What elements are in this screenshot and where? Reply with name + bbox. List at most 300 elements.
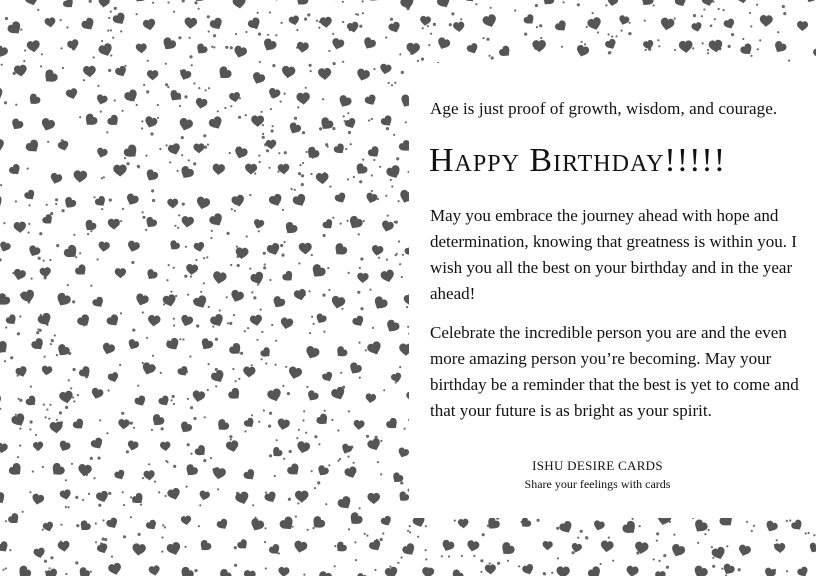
heart-icon xyxy=(304,345,321,361)
dot-icon xyxy=(365,349,367,351)
dot-icon xyxy=(404,428,406,430)
heart-icon xyxy=(449,568,465,576)
dot-icon xyxy=(177,170,179,172)
dot-icon xyxy=(707,49,709,51)
dot-icon xyxy=(97,85,99,87)
heart-icon xyxy=(77,519,92,534)
dot-icon xyxy=(329,186,331,188)
heart-icon xyxy=(366,340,384,357)
heart-icon xyxy=(0,393,4,409)
dot-icon xyxy=(322,294,325,297)
dot-icon xyxy=(757,48,759,50)
heart-icon xyxy=(556,566,570,576)
heart-icon xyxy=(253,219,265,230)
heart-icon xyxy=(277,163,290,174)
dot-icon xyxy=(2,569,4,571)
dot-icon xyxy=(272,125,274,127)
heart-icon xyxy=(15,365,29,379)
heart-icon xyxy=(371,244,384,256)
dot-icon xyxy=(164,526,166,528)
dot-icon xyxy=(373,68,375,70)
heart-icon xyxy=(0,540,11,555)
dot-icon xyxy=(203,257,205,259)
heart-icon xyxy=(183,463,199,479)
dot-icon xyxy=(107,30,109,32)
dot-icon xyxy=(257,12,259,14)
dot-icon xyxy=(674,18,676,20)
heart-icon xyxy=(143,115,158,129)
dot-icon xyxy=(406,306,408,308)
heart-icon xyxy=(145,519,159,533)
card-title: Happy Birthday!!!!! xyxy=(429,142,727,179)
heart-icon xyxy=(319,16,332,28)
dot-icon xyxy=(303,410,305,412)
heart-icon xyxy=(197,539,212,554)
dot-icon xyxy=(251,414,253,416)
dot-icon xyxy=(249,268,251,270)
dot-icon xyxy=(268,167,270,169)
dot-icon xyxy=(556,527,559,530)
dot-icon xyxy=(125,65,127,67)
heart-icon xyxy=(113,469,126,482)
heart-icon xyxy=(227,386,243,402)
dot-icon xyxy=(32,470,34,472)
heart-icon xyxy=(42,521,55,533)
heart-icon xyxy=(147,315,161,328)
heart-icon xyxy=(330,37,345,51)
dot-icon xyxy=(60,47,62,49)
dot-icon xyxy=(123,504,125,506)
heart-icon xyxy=(406,42,420,55)
dot-icon xyxy=(258,155,260,157)
dot-icon xyxy=(425,558,427,560)
heart-icon xyxy=(278,515,296,533)
heart-icon xyxy=(357,273,369,284)
dot-icon xyxy=(257,283,259,285)
dot-icon xyxy=(219,309,221,311)
dot-icon xyxy=(238,378,240,380)
heart-icon xyxy=(336,495,354,512)
dot-icon xyxy=(369,289,371,291)
dot-icon xyxy=(60,19,62,21)
heart-icon xyxy=(95,147,108,159)
dot-icon xyxy=(159,148,161,150)
dot-icon xyxy=(314,435,317,438)
dot-icon xyxy=(788,60,790,62)
dot-icon xyxy=(143,84,145,86)
dot-icon xyxy=(37,9,39,11)
dot-icon xyxy=(371,190,373,192)
heart-icon xyxy=(214,418,230,434)
dot-icon xyxy=(163,303,165,305)
dot-icon xyxy=(597,31,599,33)
dot-icon xyxy=(23,60,25,62)
dot-icon xyxy=(430,33,432,35)
heart-icon xyxy=(24,138,42,155)
dot-icon xyxy=(347,112,349,114)
dot-icon xyxy=(280,101,282,103)
dot-icon xyxy=(340,223,342,225)
dot-icon xyxy=(488,55,490,57)
dot-icon xyxy=(189,55,192,58)
dot-icon xyxy=(68,379,70,381)
dot-icon xyxy=(359,507,361,509)
dot-icon xyxy=(199,504,201,506)
dot-icon xyxy=(659,560,661,562)
heart-icon xyxy=(24,394,38,408)
heart-icon xyxy=(178,165,195,182)
dot-icon xyxy=(231,208,233,210)
dot-icon xyxy=(302,162,304,164)
dot-icon xyxy=(160,372,162,374)
dot-icon xyxy=(316,20,318,22)
dot-icon xyxy=(383,389,385,391)
heart-icon xyxy=(216,65,234,82)
heart-icon xyxy=(199,337,215,352)
heart-icon xyxy=(0,292,12,309)
dot-icon xyxy=(334,565,336,567)
dot-icon xyxy=(230,46,233,49)
dot-icon xyxy=(170,291,172,293)
heart-icon xyxy=(212,163,225,175)
dot-icon xyxy=(368,119,370,121)
heart-icon xyxy=(107,371,120,384)
dot-icon xyxy=(226,296,228,298)
dot-icon xyxy=(332,217,334,219)
heart-icon xyxy=(558,520,574,536)
heart-icon xyxy=(57,440,71,454)
brand-name: ISHU DESIRE CARDS xyxy=(532,458,663,473)
dot-icon xyxy=(275,364,277,366)
dot-icon xyxy=(186,486,188,488)
heart-icon xyxy=(371,295,389,312)
dot-icon xyxy=(19,315,21,317)
heart-icon xyxy=(384,566,399,576)
dot-icon xyxy=(777,31,779,33)
dot-icon xyxy=(632,518,634,520)
dot-icon xyxy=(67,506,69,508)
heart-icon xyxy=(337,94,353,110)
dot-icon xyxy=(348,528,350,530)
heart-icon xyxy=(228,341,244,357)
dot-icon xyxy=(366,535,368,537)
heart-icon xyxy=(90,387,104,401)
dot-icon xyxy=(756,4,758,6)
dot-icon xyxy=(17,332,20,335)
heart-icon xyxy=(208,212,225,229)
dot-icon xyxy=(536,26,538,28)
dot-icon xyxy=(750,55,752,57)
heart-icon xyxy=(485,564,497,575)
heart-icon xyxy=(674,0,688,9)
dot-icon xyxy=(328,50,330,52)
dot-icon xyxy=(278,152,280,154)
dot-icon xyxy=(628,32,631,35)
heart-icon xyxy=(243,570,256,576)
heart-icon xyxy=(261,37,278,54)
dot-icon xyxy=(409,525,411,527)
dot-icon xyxy=(244,430,246,432)
heart-icon xyxy=(15,564,32,576)
heart-icon xyxy=(481,13,498,29)
dot-icon xyxy=(274,475,276,477)
dot-icon xyxy=(563,1,565,3)
heart-icon xyxy=(215,518,230,532)
heart-icon xyxy=(343,465,358,480)
dot-icon xyxy=(24,49,26,51)
heart-icon xyxy=(353,162,369,177)
heart-icon xyxy=(315,412,331,428)
heart-icon xyxy=(385,416,400,431)
dot-icon xyxy=(10,356,13,359)
dot-icon xyxy=(454,520,456,522)
dot-icon xyxy=(409,531,411,533)
dot-icon xyxy=(207,389,209,391)
dot-icon xyxy=(121,412,124,415)
dot-icon xyxy=(162,524,164,526)
dot-icon xyxy=(145,155,147,157)
dot-icon xyxy=(605,4,607,6)
dot-icon xyxy=(93,477,95,479)
heart-icon xyxy=(286,462,302,478)
dot-icon xyxy=(89,0,92,3)
heart-icon xyxy=(184,17,198,30)
dot-icon xyxy=(145,229,147,231)
heart-icon xyxy=(366,437,382,453)
dot-icon xyxy=(161,551,163,553)
heart-icon xyxy=(259,346,273,360)
dot-icon xyxy=(5,567,7,569)
dot-icon xyxy=(261,331,263,333)
heart-icon xyxy=(790,518,805,532)
heart-icon xyxy=(76,313,93,329)
dot-icon xyxy=(537,519,540,522)
dot-icon xyxy=(304,18,307,21)
dot-icon xyxy=(213,34,216,37)
dot-icon xyxy=(264,263,266,265)
dot-icon xyxy=(181,154,183,156)
heart-icon xyxy=(592,520,605,532)
dot-icon xyxy=(399,53,401,55)
heart-icon xyxy=(317,570,333,576)
dot-icon xyxy=(731,33,734,36)
dot-icon xyxy=(306,151,308,153)
heart-icon xyxy=(65,87,79,100)
dot-icon xyxy=(786,570,788,572)
heart-icon xyxy=(266,242,282,257)
dot-icon xyxy=(150,132,153,135)
heart-icon xyxy=(114,65,128,79)
dot-icon xyxy=(101,208,103,210)
dot-icon xyxy=(3,222,5,224)
dot-icon xyxy=(386,259,388,261)
dot-icon xyxy=(167,461,169,463)
heart-icon xyxy=(498,541,516,559)
heart-icon xyxy=(95,490,110,504)
dot-icon xyxy=(50,212,53,215)
dot-icon xyxy=(157,104,159,106)
dot-icon xyxy=(449,23,452,26)
heart-icon xyxy=(0,339,11,356)
heart-icon xyxy=(131,543,146,557)
dot-icon xyxy=(103,176,105,178)
heart-icon xyxy=(334,345,349,360)
dot-icon xyxy=(297,502,299,504)
heart-icon xyxy=(147,70,159,80)
dot-icon xyxy=(342,21,344,23)
heart-icon xyxy=(772,40,788,55)
dot-icon xyxy=(142,311,144,313)
dot-icon xyxy=(5,17,8,20)
dot-icon xyxy=(146,90,149,93)
dot-icon xyxy=(258,421,260,423)
dot-icon xyxy=(347,220,349,222)
dot-icon xyxy=(572,551,575,554)
dot-icon xyxy=(342,1,344,3)
dot-icon xyxy=(71,463,73,465)
dot-icon xyxy=(518,565,520,567)
heart-icon xyxy=(236,538,250,552)
dot-icon xyxy=(152,355,154,357)
dot-icon xyxy=(287,392,290,395)
dot-icon xyxy=(313,323,315,325)
dot-icon xyxy=(701,15,703,17)
heart-icon xyxy=(314,312,328,325)
heart-icon xyxy=(287,121,302,136)
heart-icon xyxy=(466,540,480,553)
dot-icon xyxy=(20,29,22,31)
dot-icon xyxy=(182,0,185,3)
heart-icon xyxy=(41,365,53,376)
dot-icon xyxy=(377,461,379,463)
heart-icon xyxy=(24,0,40,7)
dot-icon xyxy=(122,110,124,112)
dot-icon xyxy=(225,46,228,49)
heart-icon xyxy=(522,13,536,27)
dot-icon xyxy=(132,329,135,332)
dot-icon xyxy=(332,33,334,35)
dot-icon xyxy=(738,568,741,571)
dot-icon xyxy=(200,291,202,293)
heart-icon xyxy=(249,314,263,327)
dot-icon xyxy=(165,63,167,65)
heart-icon xyxy=(346,214,364,231)
dot-icon xyxy=(692,47,694,49)
dot-icon xyxy=(112,37,114,39)
dot-icon xyxy=(712,565,715,568)
dot-icon xyxy=(190,406,193,409)
dot-icon xyxy=(190,275,192,277)
heart-icon xyxy=(270,295,286,311)
dot-icon xyxy=(49,404,51,406)
dot-icon xyxy=(348,410,350,412)
dot-icon xyxy=(130,422,133,425)
dot-icon xyxy=(283,458,285,460)
dot-icon xyxy=(407,530,409,532)
dot-icon xyxy=(398,200,400,202)
heart-icon xyxy=(380,515,394,528)
heart-icon xyxy=(111,11,127,27)
heart-icon xyxy=(12,268,27,282)
dot-icon xyxy=(198,87,200,89)
dot-icon xyxy=(746,521,748,523)
heart-icon xyxy=(380,220,394,234)
dot-icon xyxy=(42,466,44,468)
heart-icon xyxy=(31,493,45,506)
dot-icon xyxy=(721,568,723,570)
dot-icon xyxy=(350,143,352,145)
dot-icon xyxy=(161,536,163,538)
heart-icon xyxy=(299,243,312,255)
dot-icon xyxy=(580,530,583,533)
dot-icon xyxy=(5,326,7,328)
dot-icon xyxy=(141,127,143,129)
heart-icon xyxy=(167,142,182,156)
dot-icon xyxy=(388,82,390,84)
heart-icon xyxy=(9,117,25,132)
dot-icon xyxy=(460,18,462,20)
heart-icon xyxy=(638,0,655,9)
dot-icon xyxy=(172,395,175,398)
dot-icon xyxy=(167,86,169,88)
dot-icon xyxy=(298,429,300,431)
dot-icon xyxy=(141,120,143,122)
dot-icon xyxy=(56,244,59,247)
dot-icon xyxy=(5,520,7,522)
dot-icon xyxy=(261,358,263,360)
dot-icon xyxy=(363,220,365,222)
dot-icon xyxy=(0,408,1,410)
heart-icon xyxy=(281,270,296,284)
heart-icon xyxy=(57,540,70,552)
dot-icon xyxy=(331,419,333,421)
dot-icon xyxy=(490,7,492,9)
heart-icon xyxy=(209,16,225,32)
dot-icon xyxy=(184,275,187,278)
dot-icon xyxy=(263,252,266,255)
heart-icon xyxy=(89,436,105,451)
dot-icon xyxy=(285,366,287,368)
dot-icon xyxy=(245,114,247,116)
heart-icon xyxy=(181,216,195,229)
dot-icon xyxy=(378,257,380,259)
dot-icon xyxy=(38,257,41,260)
heart-icon xyxy=(288,15,300,27)
heart-icon xyxy=(281,65,296,79)
dot-icon xyxy=(433,23,436,26)
dot-icon xyxy=(294,189,296,191)
heart-icon xyxy=(532,40,546,52)
dot-icon xyxy=(126,162,129,165)
dot-icon xyxy=(168,264,170,266)
dot-icon xyxy=(712,557,714,559)
dot-icon xyxy=(360,307,363,310)
dot-icon xyxy=(262,124,264,126)
dot-icon xyxy=(653,558,655,560)
dot-icon xyxy=(29,491,31,493)
dot-icon xyxy=(37,328,39,330)
heart-icon xyxy=(287,366,303,381)
dot-icon xyxy=(342,61,344,63)
dot-icon xyxy=(281,254,284,257)
dot-icon xyxy=(106,432,108,434)
heart-icon xyxy=(554,19,569,34)
dot-icon xyxy=(265,362,267,364)
dot-icon xyxy=(309,332,311,334)
dot-icon xyxy=(373,159,375,161)
heart-icon xyxy=(0,491,8,507)
dot-icon xyxy=(507,560,509,562)
